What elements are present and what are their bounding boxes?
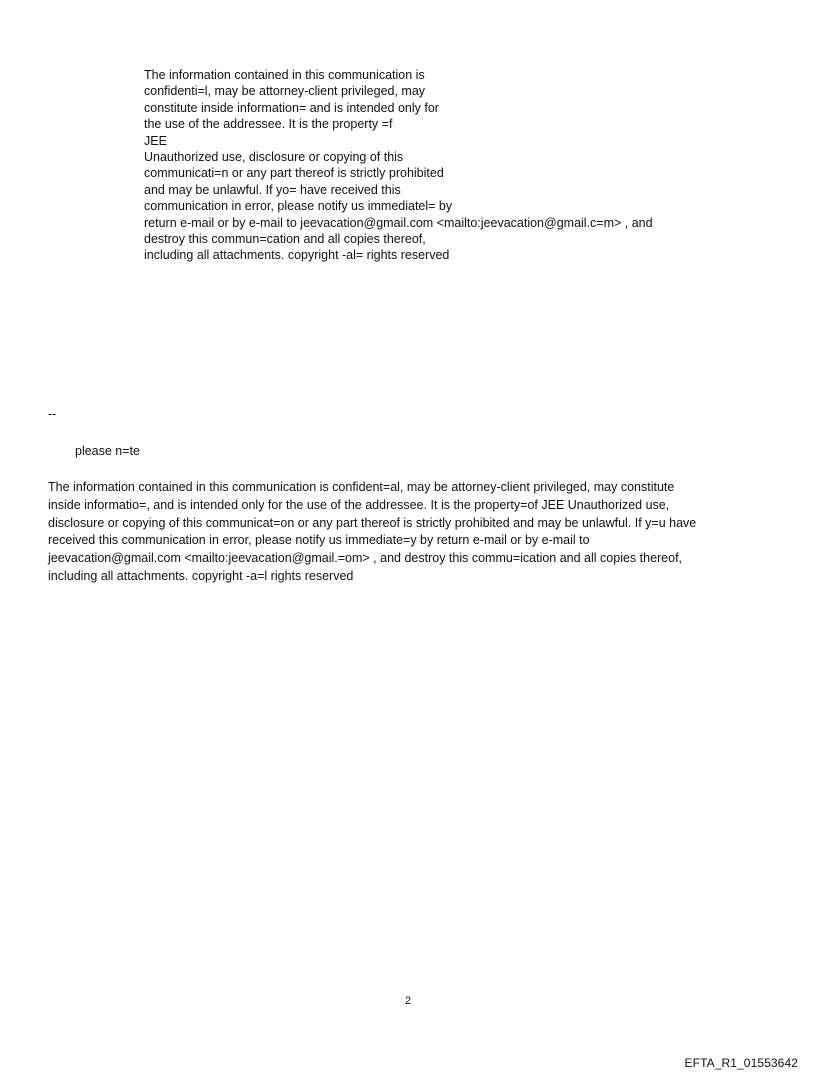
disclaimer-full-line: disclosure or copying of this communicat=on or any part thereof is strictly prohibited and may be unlawful. If y=u have	[48, 515, 697, 530]
disclaimer-full-line: including all attachments. copyright -a=l rights reserved	[48, 568, 354, 583]
disclaimer-indented-line: confidenti=l, may be attorney-client privileged, may	[144, 84, 426, 99]
please-note-text: please n=te	[75, 444, 140, 458]
disclaimer-indented-line: communicati=n or any part thereof is strictly prohibited	[144, 166, 444, 181]
disclaimer-indented-line: constitute inside information= and is intended only for	[144, 100, 439, 115]
document-id: EFTA_R1_01553642	[684, 1056, 798, 1070]
disclaimer-indented-line: destroy this commun=cation and all copies thereof,	[144, 232, 426, 247]
disclaimer-indented-line: and may be unlawful. If yo= have received this	[144, 182, 401, 197]
disclaimer-indented-line: JEE	[144, 133, 167, 148]
signature-separator: --	[48, 407, 57, 421]
disclaimer-full-line: The information contained in this communication is confident=al, may be attorney-client privileged, may constitute	[48, 480, 675, 494]
page-number: 2	[404, 995, 412, 1007]
disclaimer-full-line: inside informatio=, and is intended only for the use of the addressee. It is the property=of JEE Unauthorized use,	[48, 497, 670, 512]
disclaimer-indented	[144, 67, 764, 264]
disclaimer-indented-line: communication in error, please notify us immediatel= by	[144, 199, 453, 214]
disclaimer-full	[48, 479, 760, 586]
disclaimer-indented-line: including all attachments. copyright -al= rights reserved	[144, 248, 450, 263]
disclaimer-indented-line: The information contained in this communication is	[144, 68, 425, 82]
disclaimer-indented-line: return e-mail or by e-mail to jeevacation@gmail.com <mailto:jeevacation@gmail.c=m> , and	[144, 215, 653, 230]
disclaimer-full-line: jeevacation@gmail.com <mailto:jeevacation@gmail.=om> , and destroy this commu=ication and all copies thereof,	[48, 551, 683, 566]
disclaimer-full-line: received this communication in error, please notify us immediate=y by return e-mail or by e-mail to	[48, 533, 590, 548]
disclaimer-indented-line: Unauthorized use, disclosure or copying of this	[144, 150, 404, 165]
disclaimer-indented-line: the use of the addressee. It is the property =f	[144, 117, 393, 132]
